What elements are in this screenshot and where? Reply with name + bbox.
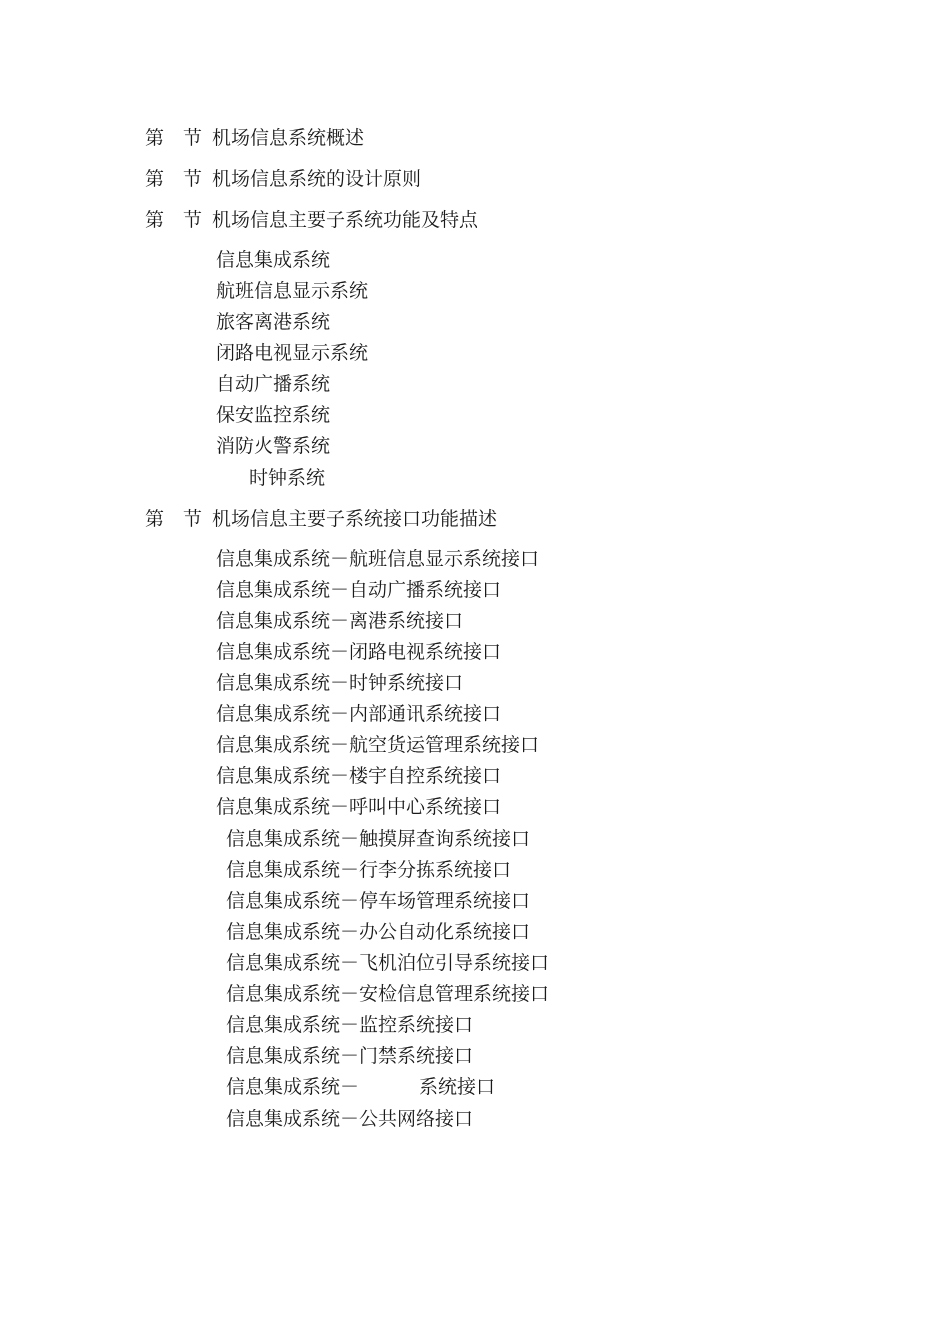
section-prefix: 第	[145, 168, 165, 190]
section-jie: 节	[183, 127, 203, 149]
subsystem-item: 信息集成系统	[216, 249, 331, 271]
interface-item: 信息集成系统－安检信息管理系统接口	[226, 983, 550, 1005]
subsystem-item: 保安监控系统	[216, 404, 331, 426]
section-prefix: 第	[145, 127, 165, 149]
interface-item: 信息集成系统－门禁系统接口	[226, 1045, 474, 1067]
interface-item: 信息集成系统－呼叫中心系统接口	[216, 796, 502, 818]
interface-item: 信息集成系统－飞机泊位引导系统接口	[226, 952, 550, 974]
subsystem-item: 旅客离港系统	[216, 311, 331, 333]
interface-item: 信息集成系统－停车场管理系统接口	[226, 890, 531, 912]
interface-item: 信息集成系统－公共网络接口	[226, 1108, 474, 1130]
section-title: 机场信息主要子系统接口功能描述	[212, 508, 498, 530]
interface-item-prefix: 信息集成系统－	[226, 1076, 360, 1098]
section-jie: 节	[183, 168, 203, 190]
subsystem-item: 时钟系统	[249, 467, 326, 489]
subsystem-item: 闭路电视显示系统	[216, 342, 369, 364]
subsystem-item: 消防火警系统	[216, 435, 331, 457]
section-title: 机场信息系统概述	[212, 127, 365, 149]
section-jie: 节	[183, 209, 203, 231]
interface-item: 信息集成系统－离港系统接口	[216, 610, 464, 632]
interface-item: 信息集成系统－办公自动化系统接口	[226, 921, 531, 943]
interface-item: 信息集成系统－闭路电视系统接口	[216, 641, 502, 663]
interface-item	[226, 1075, 495, 1099]
interface-item: 信息集成系统－自动广播系统接口	[216, 579, 502, 601]
interface-item: 信息集成系统－触摸屏查询系统接口	[226, 828, 531, 850]
section-prefix: 第	[145, 209, 165, 231]
interface-item: 信息集成系统－行李分拣系统接口	[226, 859, 512, 881]
interface-item: 信息集成系统－时钟系统接口	[216, 672, 464, 694]
subsystem-item: 航班信息显示系统	[216, 280, 369, 302]
section-prefix: 第	[145, 508, 165, 530]
interface-item: 信息集成系统－监控系统接口	[226, 1014, 474, 1036]
interface-item: 信息集成系统－航空货运管理系统接口	[216, 734, 540, 756]
interface-item-suffix: 系统接口	[419, 1076, 496, 1098]
section-title: 机场信息系统的设计原则	[212, 168, 422, 190]
section-jie: 节	[183, 508, 203, 530]
interface-item: 信息集成系统－内部通讯系统接口	[216, 703, 502, 725]
interface-item: 信息集成系统－楼宇自控系统接口	[216, 765, 502, 787]
interface-item: 信息集成系统－航班信息显示系统接口	[216, 548, 540, 570]
section-title: 机场信息主要子系统功能及特点	[212, 209, 479, 231]
subsystem-item: 自动广播系统	[216, 373, 331, 395]
